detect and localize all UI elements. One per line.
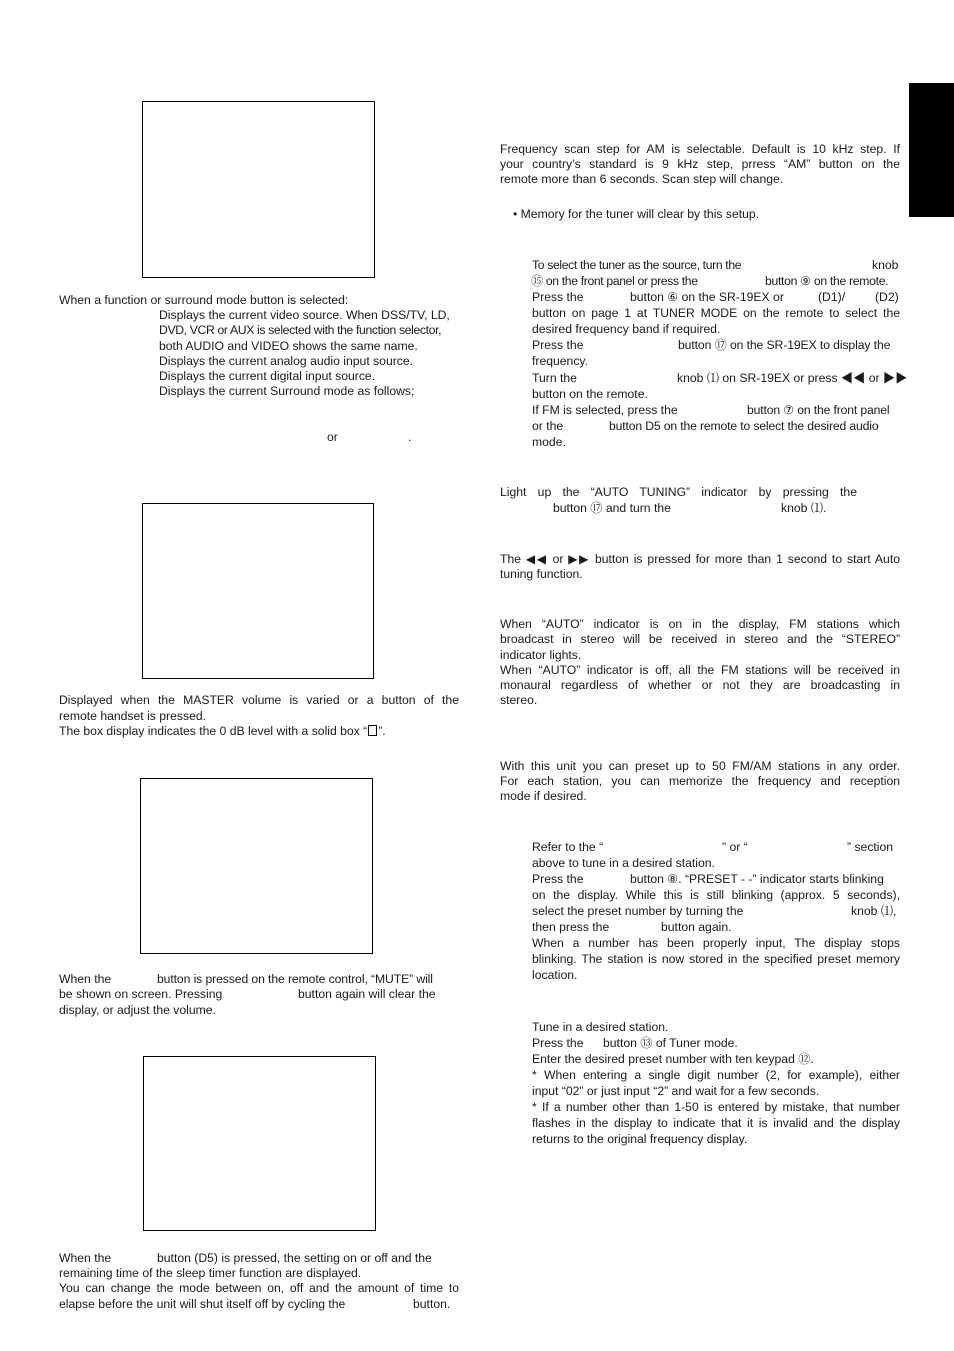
tuner-step: Turn the [532, 371, 577, 385]
function-line: Displays the current Surround mode as follows; [159, 384, 415, 398]
direct-preset-note: * When entering a single digit number (2, for example), either [532, 1068, 900, 1082]
function-line: both AUDIO and VIDEO shows the same name. [159, 339, 418, 353]
preset-step: When a number has been properly input, The display stops [532, 936, 900, 950]
preset-step: ” section [847, 840, 894, 854]
tuner-step: button ⑥ on the SR-19EX or [630, 290, 784, 304]
function-line: Displays the current digital input source. [159, 369, 376, 383]
function-line: Displays the current analog audio input source. [159, 354, 414, 368]
function-display-box [142, 101, 375, 278]
direct-preset-note: * If a number other than 1-50 is entered by mistake, that number [532, 1100, 900, 1114]
am-step-line: Frequency scan step for AM is selectable. Default is 10 kHz step. If [500, 142, 900, 156]
mute-line-2b: button again will clear the [298, 987, 436, 1001]
tuner-step: mode. [532, 435, 566, 449]
auto-scan-line: The ◀◀ or ▶▶ button is pressed for more than 1 second to start Auto [500, 552, 900, 566]
preset-intro-line: With this unit you can preset up to 50 FM/AM stations in any order. [500, 759, 900, 773]
tuner-step: (D1)/ [818, 290, 846, 304]
function-line: Displays the current video source. When DSS/TV, LD, [159, 308, 450, 322]
tuner-step: frequency. [532, 354, 589, 368]
master-box-text: The box display indicates the 0 dB level with a solid box “ [59, 724, 368, 738]
master-box-end: ”. [378, 724, 386, 738]
am-step-line: your country’s standard is 9 kHz step, prress “AM” button on the [500, 157, 900, 171]
solid-box-symbol [368, 725, 377, 736]
function-or: or [327, 430, 338, 444]
master-box-line [59, 724, 386, 740]
preset-step: above to tune in a desired station. [532, 856, 715, 870]
tuner-step: button on the remote. [532, 387, 648, 401]
sleep-line-1a: When the [59, 1251, 112, 1265]
preset-step: knob ⑴, [851, 904, 897, 918]
auto-tuning-line: Light up the “AUTO TUNING” indicator by pressing the [500, 485, 857, 499]
preset-step: location. [532, 968, 578, 982]
tuner-step: (D2) [875, 290, 899, 304]
direct-preset-note: returns to the original frequency display. [532, 1132, 748, 1146]
tuner-step: or the [532, 419, 564, 433]
tuner-step: button D5 on the remote to select the desired audio [609, 419, 879, 433]
direct-preset-note: flashes in the display to indicate that it is invalid and the display [532, 1116, 900, 1130]
tuner-step: desired frequency band if required. [532, 322, 721, 336]
master-line: Displayed when the MASTER volume is varied or a button of the [59, 693, 459, 707]
sleep-last-a: elapse before the unit will shut itself off by cycling the [59, 1297, 346, 1311]
preset-intro-line: mode if desired. [500, 789, 587, 803]
tuner-step: Press the [532, 290, 584, 304]
auto-tuning-line: button ⑰ and turn the [553, 501, 671, 515]
tuner-step: To select the tuner as the source, turn the [532, 258, 742, 272]
tuner-step: button ⑰ on the SR-19EX to display the [678, 338, 891, 352]
sleep-line-1b: button (D5) is pressed, the setting on or off and the [157, 1251, 432, 1265]
preset-step: button ⑧. “PRESET - -” indicator starts blinking [630, 872, 884, 886]
mute-line-1b: button is pressed on the remote control, “MUTE” will [157, 972, 433, 986]
direct-preset-step: Enter the desired preset number with ten keypad ⑫. [532, 1052, 814, 1066]
auto-tuning-line: knob ⑴. [781, 501, 827, 515]
memory-note: • Memory for the tuner will clear by this setup. [513, 207, 760, 221]
function-intro: When a function or surround mode button is selected: [59, 293, 349, 307]
preset-intro-line: For each station, you can memorize the frequency and reception [500, 774, 900, 788]
function-dot: . [408, 430, 412, 444]
preset-step: ” or “ [722, 840, 748, 854]
page-edge-tab [909, 83, 954, 217]
stereo-line: stereo. [500, 693, 538, 707]
preset-step: select the preset number by turning the [532, 904, 744, 918]
sleep-last-b: button. [413, 1297, 451, 1311]
preset-step: blinking. The station is now stored in the specified preset memory [532, 952, 900, 966]
preset-step: then press the [532, 920, 610, 934]
master-volume-display-box [142, 503, 374, 679]
direct-preset-step: Tune in a desired station. [532, 1020, 669, 1034]
am-step-line: remote more than 6 seconds. Scan step will change. [500, 172, 784, 186]
direct-preset-step: Press the [532, 1036, 584, 1050]
function-line: DVD, VCR or AUX is selected with the function selector, [159, 323, 442, 337]
stereo-line: When “AUTO” indicator is off, all the FM stations will be received in [500, 663, 900, 677]
direct-preset-note: input “02” or just input “2” and wait for a few seconds. [532, 1084, 820, 1098]
preset-step: on the display. While this is still blinking (approx. 5 seconds), [532, 888, 900, 902]
tuner-step: If FM is selected, press the [532, 403, 678, 417]
mute-line-1a: When the [59, 972, 112, 986]
preset-step: Press the [532, 872, 584, 886]
tuner-step: ⑮ on the front panel or press the [531, 274, 698, 288]
sleep-display-box [143, 1056, 376, 1231]
direct-preset-step: button ⑬ of Tuner mode. [603, 1036, 738, 1050]
sleep-line: You can change the mode between on, off and the amount of time to [59, 1281, 459, 1295]
stereo-line: When “AUTO” indicator is on in the display, FM stations which [500, 617, 900, 631]
stereo-line: indicator lights. [500, 648, 582, 662]
mute-display-box [140, 778, 373, 954]
tuner-step: button ⑨ on the remote. [765, 274, 889, 288]
tuner-step: Press the [532, 338, 584, 352]
tuner-step: knob [872, 258, 899, 272]
auto-scan-line: tuning function. [500, 567, 583, 581]
preset-step: Refer to the “ [532, 840, 604, 854]
mute-line-2a: be shown on screen. Pressing [59, 987, 223, 1001]
tuner-step: button ⑦ on the front panel [747, 403, 890, 417]
master-line: remote handset is pressed. [59, 709, 207, 723]
stereo-line: broadcast in stereo will be received in stereo and the “STEREO” [500, 632, 900, 646]
stereo-line: monaural regardless of whether or not they are broadcasting in [500, 678, 900, 692]
tuner-step: knob ⑴ on SR-19EX or press ◀◀ or ▶▶ [677, 371, 908, 385]
tuner-step: button on page 1 at TUNER MODE on the remote to select the [532, 306, 900, 320]
mute-line-3: display, or adjust the volume. [59, 1003, 216, 1017]
sleep-line: remaining time of the sleep timer function are displayed. [59, 1266, 362, 1280]
preset-step: button again. [661, 920, 732, 934]
